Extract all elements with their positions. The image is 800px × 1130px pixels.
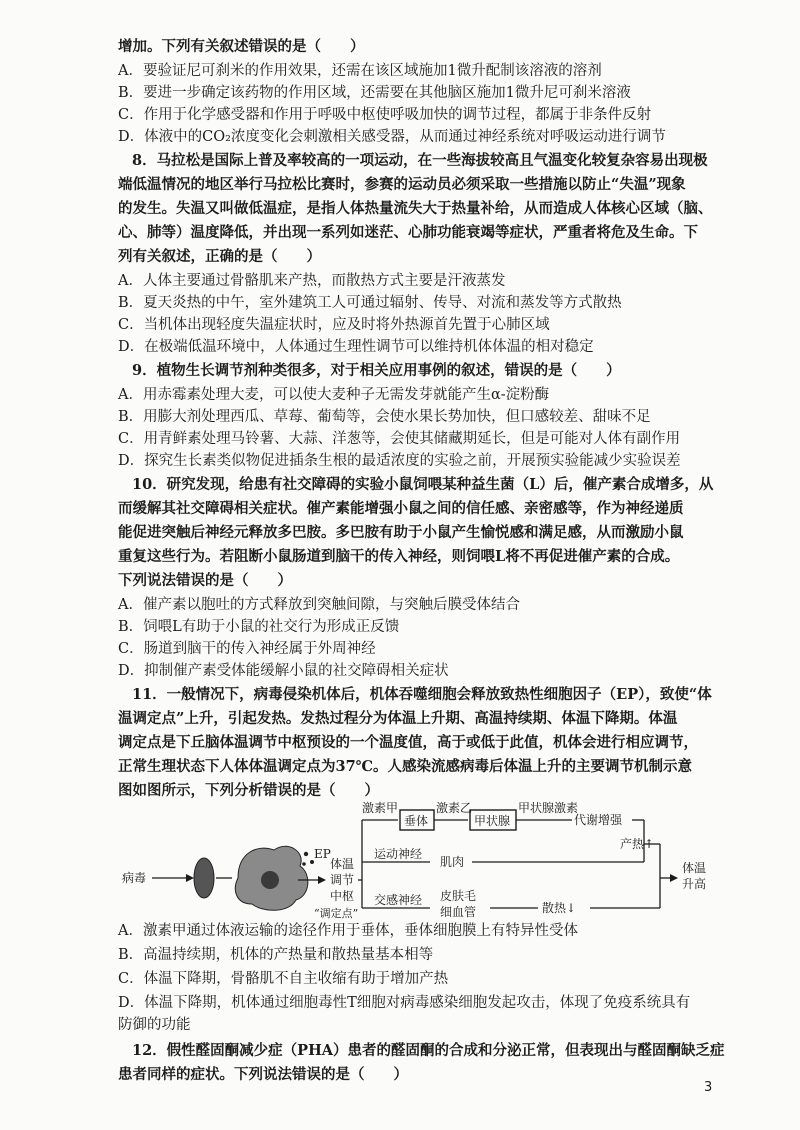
q11-stem-line: 图如图所示，下列分析错误的是（ ）	[118, 782, 379, 799]
q10-stem-line: 下列说法错误的是（ ）	[118, 572, 292, 589]
q11-option-b: B．高温持续期，机体的产热量和散热量基本相等	[118, 947, 434, 963]
q10-stem-line: 能促进突触后神经元释放多巴胺。多巴胺有助于小鼠产生愉悦感和满足感，从而激励小鼠	[118, 524, 684, 541]
q9-option-b: B．用膨大剂处理西瓜、草莓、葡萄等，会使水果长势加快，但口感较差、甜味不足	[118, 409, 651, 425]
q9-option-d: D．探究生长素类似物促进插条生根的最适浓度的实验之前，开展预实验能减少实验误差	[118, 453, 681, 469]
hormone-a-label: 激素甲	[362, 801, 399, 815]
q11-stem-line: 11．一般情况下，病毒侵染机体后，机体吞噬细胞会释放致热性细胞因子（EP），致使“体	[132, 686, 712, 703]
q8-stem-line: 心、肺等）温度降低，并出现一系列如迷茫、心肺功能衰竭等症状，严重者将危及生命。下	[118, 224, 698, 241]
vessel-label-1: 皮肤毛	[440, 889, 477, 903]
q8-stem-line: 的发生。失温又叫做低温症，是指人体热量流失大于热量补给，从而造成人体核心区域（脑、	[118, 200, 713, 217]
q10-option-a: A．催产素以胞吐的方式释放到突触间隙，与突触后膜受体结合	[118, 597, 520, 613]
q11-option-a: A．激素甲通过体液运输的途径作用于垂体，垂体细胞膜上有特异性受体	[118, 923, 578, 939]
q8-option-b: B．夏天炎热的中午，室外建筑工人可通过辐射、传导、对流和蒸发等方式散热	[118, 295, 622, 311]
arrowhead	[186, 874, 194, 882]
q9-option-a: A．用赤霉素处理大麦，可以使大麦种子无需发芽就能产生α-淀粉酶	[118, 387, 550, 403]
q8-option-a: A．人体主要通过骨骼肌来产热，而散热方式主要是汗液蒸发	[118, 273, 506, 289]
metabolism-label: 代谢增强	[574, 813, 623, 827]
arrowhead	[318, 876, 326, 884]
pituitary-label: 垂体	[404, 814, 429, 828]
q9-option-c: C．用青鲜素处理马铃薯、大蒜、洋葱等，会使其储藏期延长，但是可能对人体有副作用	[118, 431, 681, 447]
q7-option-c: C．作用于化学感受器和作用于呼吸中枢使呼吸加快的调节过程，都属于非条件反射	[118, 107, 652, 123]
ep-particle-icon	[304, 852, 308, 856]
muscle-label: 肌肉	[440, 855, 465, 869]
virus-label: 病毒	[122, 871, 147, 885]
hormone-b-label: 激素乙	[436, 801, 473, 815]
q8-stem-line: 8．马拉松是国际上普及率较高的一项运动，在一些海拔较高且气温变化较复杂容易出现极	[132, 152, 708, 169]
vessel-label-2: 细血管	[440, 905, 477, 919]
q10-option-c: C．肠道到脑干的传入神经属于外周神经	[118, 641, 376, 657]
ep-label: EP	[314, 847, 331, 861]
q11-stem-line: 正常生理状态下人体体温调定点为37℃。人感染流感病毒后体温上升的主要调节机制示意	[118, 758, 693, 775]
ep-particle-icon	[302, 862, 306, 866]
q10-stem-line: 重复这些行为。若阻断小鼠肠道到脑干的传入神经，则饲喂L将不再促进催产素的合成。	[118, 548, 680, 565]
q11-stem-line: 调定点是下丘脑体温调节中枢预设的一个温度值，高于或低于此值，机体会进行相应调节，	[118, 734, 698, 751]
thyroid-hormone-label: 甲状腺激素	[518, 801, 579, 815]
fever-regulation-diagram	[100, 800, 710, 920]
center-label-3: 中枢	[330, 889, 355, 903]
page-number: 3	[704, 1080, 713, 1095]
q12-stem-line: 12．假性醛固酮减少症（PHA）患者的醛固酮的合成和分泌正常，但表现出与醛固酮缺乏症	[132, 1042, 725, 1059]
center-label-2: 调节	[330, 873, 355, 887]
q8-stem-line: 端低温情况的地区举行马拉松比赛时，参赛的运动员必须采取一些措施以防止“失温”现象	[118, 176, 686, 193]
q10-stem-line: 而缓解其社交障碍相关症状。催产素能增强小鼠之间的信任感、亲密感等，作为神经递质	[118, 500, 684, 517]
q8-option-d: D．在极端低温环境中，人体通过生理性调节可以维持机体体温的相对稳定	[118, 339, 594, 355]
q8-option-c: C．当机体出现轻度失温症状时，应及时将外热源首先置于心肺区域	[118, 317, 550, 333]
q9-stem: 9．植物生长调节剂种类很多，对于相关应用事例的叙述，错误的是（ ）	[132, 362, 621, 379]
q7-option-b: B．要进一步确定该药物的作用区域，还需要在其他脑区施加1微升尼可刹米溶液	[118, 85, 631, 101]
q7-option-a: A．要验证尼可刹米的作用效果，还需在该区域施加1微升配制该溶液的溶剂	[118, 63, 602, 79]
result-label-2: 升高	[682, 877, 707, 891]
q12-stem-line: 患者同样的症状。下列说法错误的是（ ）	[118, 1066, 408, 1083]
q11-option-c: C．体温下降期，骨骼肌不自主收缩有助于增加产热	[118, 971, 449, 987]
q10-stem-line: 10．研究发现，给患有社交障碍的实验小鼠饲喂某种益生菌（L）后，催产素合成增多，从	[132, 476, 714, 493]
q7-option-d: D．体液中的CO₂浓度变化会刺激相关感受器，从而通过神经系统对呼吸运动进行调节	[118, 129, 666, 145]
thyroid-label: 甲状腺	[474, 814, 511, 828]
q7-stem-end: 增加。下列有关叙述错误的是（ ）	[118, 38, 365, 55]
virus-particle-icon	[194, 858, 214, 898]
motor-nerve-label: 运动神经	[374, 847, 423, 861]
heat-gain-label: 产热↑	[620, 837, 655, 851]
arrowhead	[670, 874, 678, 882]
q10-option-d: D．抑制催产素受体能缓解小鼠的社交障碍相关症状	[118, 663, 449, 679]
q11-stem-line: 温调定点”上升，引起发热。发热过程分为体温上升期、高温持续期、体温下降期。体温	[118, 710, 678, 727]
setpoint-label: “调定点”	[314, 907, 359, 920]
heat-loss-label: 散热↓	[542, 901, 577, 915]
result-label-1: 体温	[682, 861, 707, 875]
q11-option-d-cont: 防御的功能	[118, 1017, 191, 1033]
q8-stem-line: 列有关叙述，正确的是（ ）	[118, 248, 321, 265]
q10-option-b: B．饲喂L有助于小鼠的社交行为形成正反馈	[118, 619, 400, 635]
cell-nucleus-icon	[261, 871, 279, 889]
sympathetic-label: 交感神经	[374, 893, 423, 907]
q11-option-d: D．体温下降期，机体通过细胞毒性T细胞对病毒感染细胞发起攻击，体现了免疫系统具有	[118, 995, 691, 1011]
center-label-1: 体温	[330, 857, 355, 871]
